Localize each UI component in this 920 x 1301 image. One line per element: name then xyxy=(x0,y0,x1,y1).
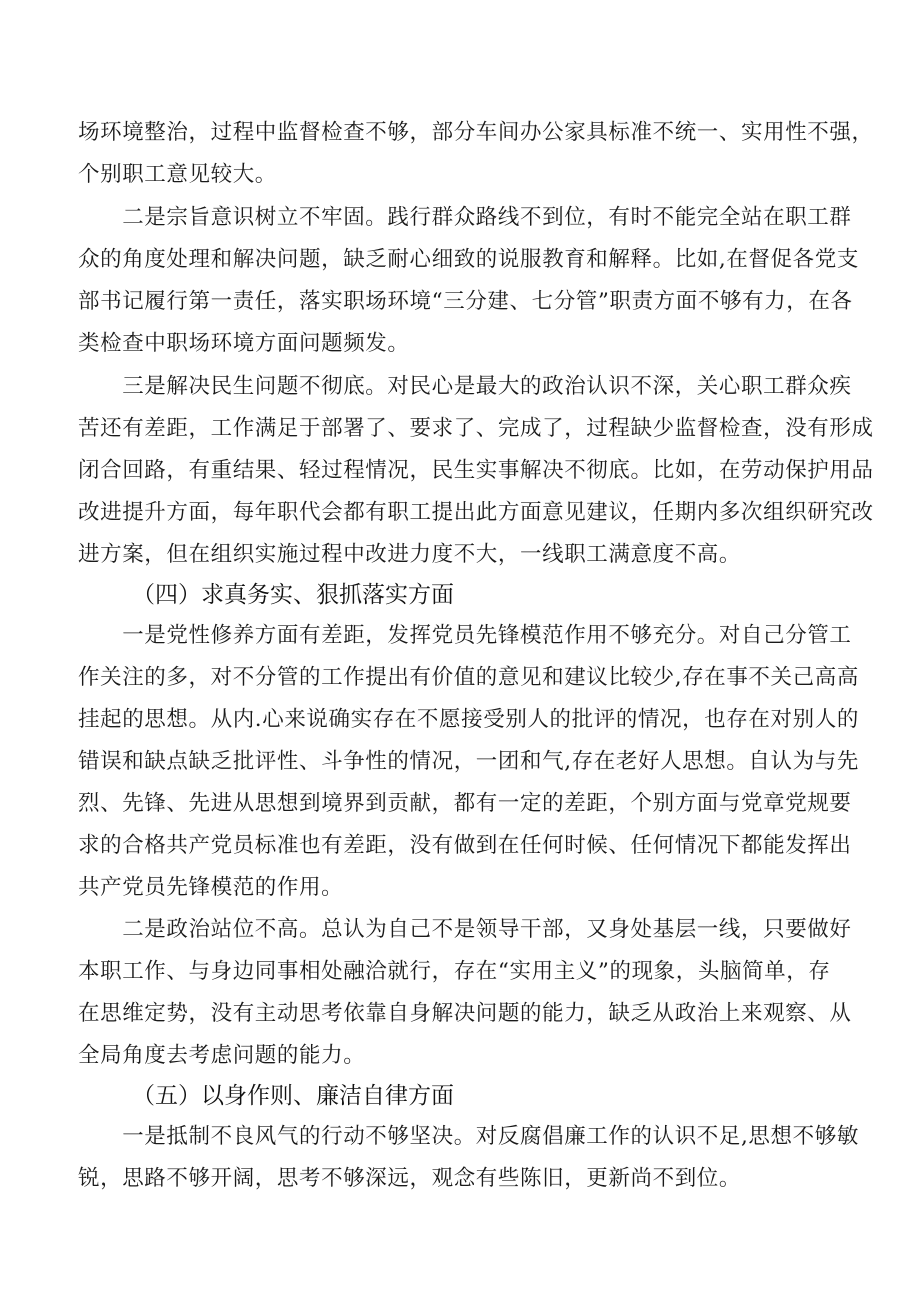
text-line: 烈、先锋、先进从思想到境界到贡献，都有一定的差距，个别方面与党章党规要 xyxy=(78,791,852,816)
text-line: 作关注的多，对不分管的工作提出有价值的意见和建议比较少,存在事不关己高高 xyxy=(78,665,859,690)
text-line: 全局角度去考虑问题的能力。 xyxy=(78,1043,366,1068)
text-line: 众的角度处理和解决问题，缺乏耐心细致的说服教育和解释。比如,在督促各党支 xyxy=(78,247,859,272)
text-line: 求的合格共产党员标准也有差距，没有做到在任何时候、任何情况下都能发挥出 xyxy=(78,833,852,858)
text-line: 类检查中职场环境方面问题频发。 xyxy=(78,331,410,356)
text-line: 苦还有差距，工作满足于部署了、要求了、完成了，过程缺少监督检查，没有形成 xyxy=(78,416,874,441)
text-line: 共产党员先锋模范的作用。 xyxy=(78,875,344,900)
text-line: 部书记履行第一责任，落实职场环境“三分建、七分管”职责方面不够有力，在各 xyxy=(78,289,853,314)
section-heading-5: （五）以身作则、廉洁自律方面 xyxy=(132,1083,454,1109)
text-line: 锐，思路不够开阔，思考不够深远，观念有些陈旧，更新尚不到位。 xyxy=(78,1166,742,1191)
text-line: 二是政治站位不高。总认为自己不是领导干部，又身处基层一线，只要做好 xyxy=(78,917,852,942)
section-heading-4: （四）求真务实、狠抓落实方面 xyxy=(132,582,454,608)
text-line: 二是宗旨意识树立不牢固。践行群众路线不到位，有时不能完全站在职工群 xyxy=(78,205,852,230)
text-line: 个别职工意见较大。 xyxy=(78,162,277,187)
text-line: 三是解决民生问题不彻底。对民心是最大的政治认识不深，关心职工群众疾 xyxy=(78,374,852,399)
text-line: 改进提升方面，每年职代会都有职工提出此方面意见建议，任期内多次组织研究改 xyxy=(78,500,874,525)
text-line: 在思维定势，没有主动思考依靠自身解决问题的能力，缺乏从政治上来观察、从 xyxy=(78,1001,852,1026)
text-line: 错误和缺点缺乏批评性、斗争性的情况，一团和气,存在老好人思想。自认为与先 xyxy=(78,749,859,774)
text-line: 本职工作、与身边同事相处融洽就行，存在“实用主义”的现象，头脑简单，存 xyxy=(78,959,831,984)
text-line: 进方案，但在组织实施过程中改进力度不大，一线职工满意度不高。 xyxy=(78,542,742,567)
text-line: 场环境整治，过程中监督检查不够，部分车间办公家具标准不统一、实用性不强， xyxy=(78,120,874,145)
text-line: 闭合回路，有重结果、轻过程情况，民生实事解决不彻底。比如，在劳动保护用品 xyxy=(78,458,874,483)
text-line: 挂起的思想。从内.心来说确实存在不愿接受别人的批评的情况，也存在对别人的 xyxy=(78,707,859,732)
text-line: 一是党性修养方面有差距，发挥党员先锋模范作用不够充分。对自己分管工 xyxy=(78,623,852,648)
text-line: 一是抵制不良风气的行动不够坚决。对反腐倡廉工作的认识不足,思想不够敏 xyxy=(78,1124,859,1149)
